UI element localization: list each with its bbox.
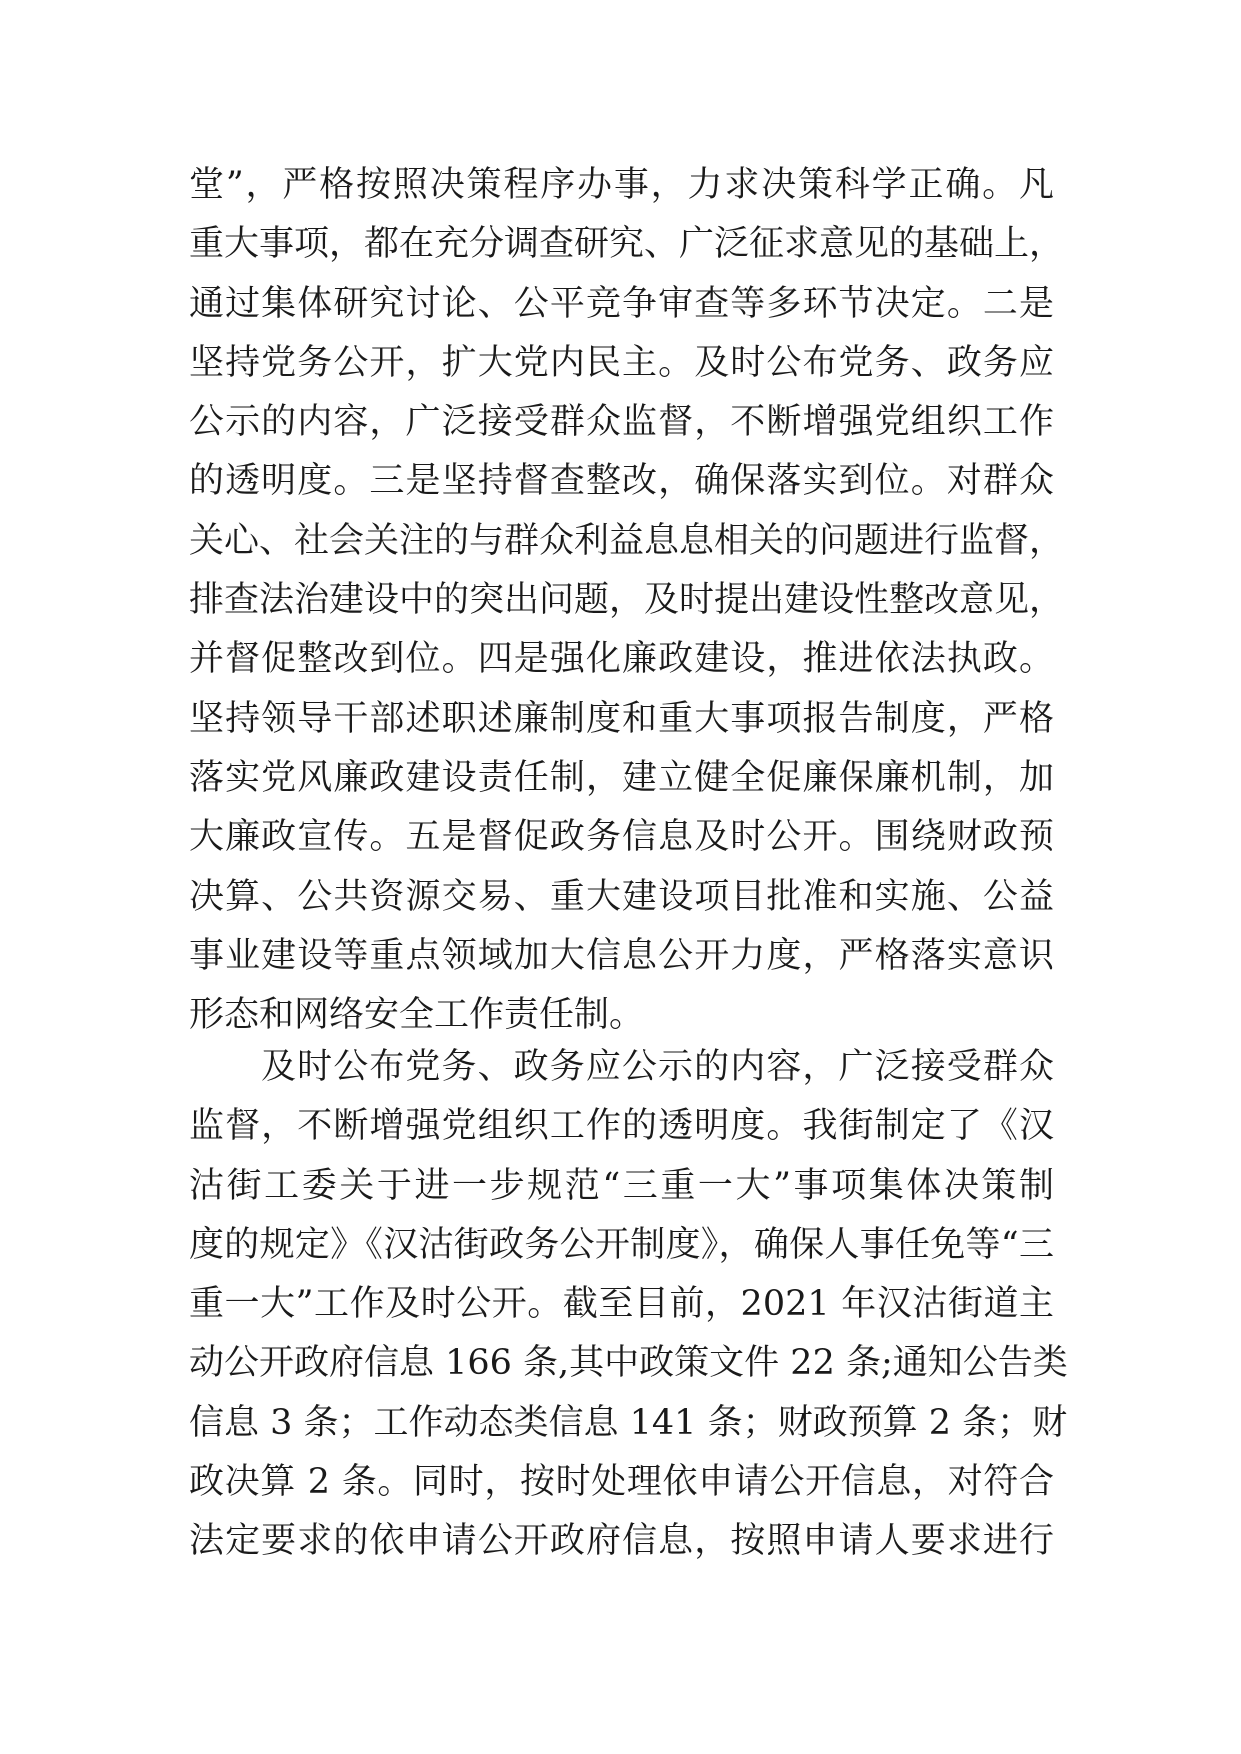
paragraph-line: 坚持党务公开，扩大党内民主。及时公布党务、政务应 xyxy=(189,342,1054,383)
paragraph-line: 形态和网络安全工作责任制。 xyxy=(189,995,645,1036)
paragraph-line: 公示的内容，广泛接受群众监督，不断增强党组织工作 xyxy=(189,402,1054,443)
paragraph-line: 法定要求的依申请公开政府信息，按照申请人要求进行 xyxy=(189,1521,1054,1562)
paragraph-line: 坚持领导干部述职述廉制度和重大事项报告制度，严格 xyxy=(189,698,1054,739)
paragraph-line: 信息 3 条；工作动态类信息 141 条；财政预算 2 条；财 xyxy=(189,1402,1068,1443)
paragraph-line: 事业建设等重点领域加大信息公开力度，严格落实意识 xyxy=(189,935,1054,976)
paragraph-line: 大廉政宣传。五是督促政务信息及时公开。围绕财政预 xyxy=(189,817,1054,858)
paragraph-line: 重大事项，都在充分调查研究、广泛征求意见的基础上， xyxy=(189,224,1065,265)
paragraph-line: 度的规定》《汉沽街政务公开制度》，确保人事任免等“三 xyxy=(189,1224,1054,1265)
paragraph-line: 落实党风廉政建设责任制，建立健全促廉保廉机制，加 xyxy=(189,757,1054,798)
paragraph-line: 沽街工委关于进一步规范“三重一大”事项集体决策制 xyxy=(189,1165,1054,1206)
paragraph-line: 通过集体研究讨论、公平竞争审查等多环节决定。二是 xyxy=(189,283,1054,324)
paragraph-line: 重一大”工作及时公开。截至目前，2021 年汉沽街道主 xyxy=(189,1284,1054,1325)
paragraph-line: 排查法治建设中的突出问题，及时提出建设性整改意见， xyxy=(189,580,1065,621)
paragraph-line: 关心、社会关注的与群众利益息息相关的问题进行监督， xyxy=(189,520,1065,561)
paragraph-line: 决算、公共资源交易、重大建设项目批准和实施、公益 xyxy=(189,876,1054,917)
paragraph-2 xyxy=(189,1038,1068,1572)
paragraph-line: 堂”，严格按照决策程序办事，力求决策科学正确。凡 xyxy=(189,165,1054,205)
paragraph-line: 的透明度。三是坚持督查整改，确保落实到位。对群众 xyxy=(189,461,1054,502)
paragraph-line: 及时公布党务、政务应公示的内容，广泛接受群众 xyxy=(261,1047,1054,1087)
paragraph-line: 并督促整改到位。四是强化廉政建设，推进依法执政。 xyxy=(189,639,1054,680)
paragraph-line: 动公开政府信息 166 条,其中政策文件 22 条;通知公告类 xyxy=(189,1343,1068,1384)
paragraph-line: 监督，不断增强党组织工作的透明度。我街制定了《汉 xyxy=(189,1106,1054,1147)
paragraph-1 xyxy=(189,156,1065,1045)
paragraph-line: 政决算 2 条。同时，按时处理依申请公开信息，对符合 xyxy=(189,1462,1054,1503)
